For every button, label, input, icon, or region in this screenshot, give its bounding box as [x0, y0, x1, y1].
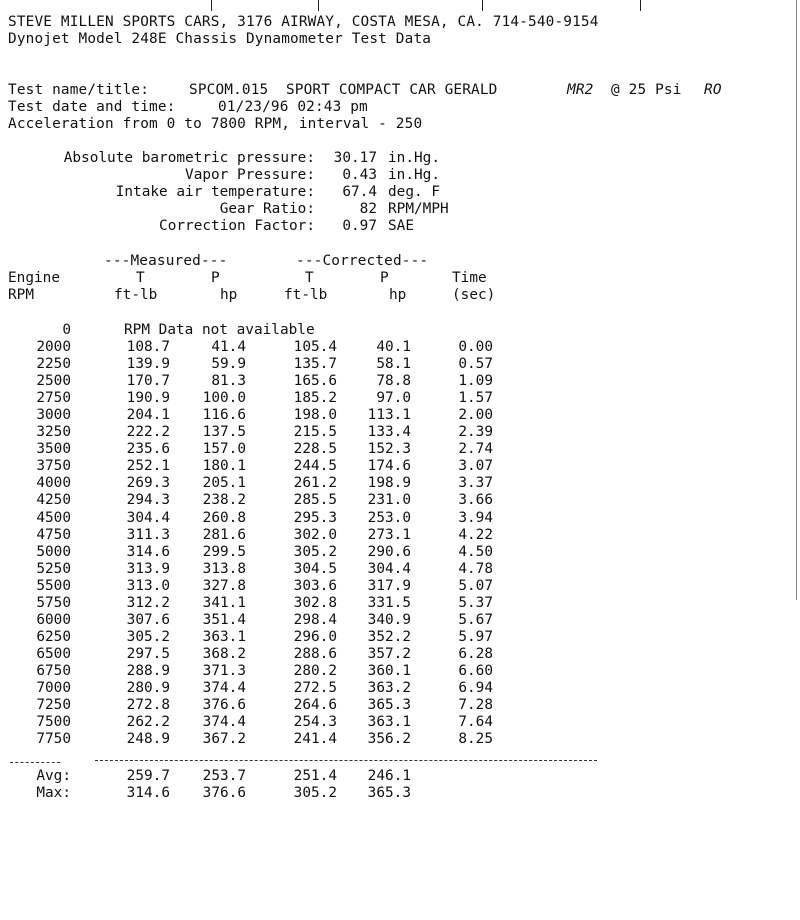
- corrected-torque-cell: 198.0: [293, 407, 337, 424]
- rpm-cell: 7500: [36, 714, 71, 731]
- corrected-power-cell: 365.3: [367, 785, 411, 801]
- measured-power-cell: 374.4: [202, 714, 246, 731]
- measured-power-cell: 367.2: [202, 731, 246, 748]
- corrected-power-cell: 317.9: [367, 577, 411, 594]
- condition-label: Vapor Pressure:: [185, 167, 315, 183]
- measured-torque-cell: 313.0: [126, 577, 170, 594]
- corrected-power-cell: 97.0: [376, 390, 411, 407]
- condition-label: Gear Ratio:: [219, 201, 315, 217]
- summary-row: [0, 768, 800, 785]
- table-row: [0, 356, 800, 373]
- table-row: [0, 407, 800, 424]
- corrected-torque-cell: 288.6: [293, 645, 337, 662]
- measured-power-cell: 376.6: [202, 785, 246, 801]
- condition-value: 0.97: [342, 218, 377, 234]
- condition-unit: in.Hg.: [388, 167, 440, 183]
- measured-power-cell: 157.0: [202, 441, 246, 458]
- measured-power-cell: 341.1: [202, 594, 246, 611]
- table-row: [0, 646, 800, 663]
- measured-power-cell: 299.5: [202, 543, 246, 560]
- table-row: [0, 714, 800, 731]
- corrected-power-cell: 357.2: [367, 645, 411, 662]
- time-cell: 7.28: [458, 697, 493, 714]
- time-cell: 5.67: [458, 611, 493, 628]
- rpm-cell: 4250: [36, 492, 71, 509]
- rpm-cell: 7250: [36, 697, 71, 714]
- corrected-power-cell: 198.9: [367, 475, 411, 492]
- measured-power-cell: 327.8: [202, 577, 246, 594]
- time-cell: 6.28: [458, 645, 493, 662]
- condition-unit: deg. F: [388, 184, 440, 200]
- condition-unit: in.Hg.: [388, 150, 440, 166]
- condition-unit: SAE: [388, 218, 414, 234]
- condition-value: 30.17: [333, 150, 377, 166]
- table-row: [0, 612, 800, 629]
- time-cell: 5.37: [458, 594, 493, 611]
- measured-torque-cell: 222.2: [126, 424, 170, 441]
- corrected-power-cell: 331.5: [367, 594, 411, 611]
- time-cell: 6.60: [458, 662, 493, 679]
- rpm-cell: 3750: [36, 458, 71, 475]
- corrected-torque-cell: 302.0: [293, 526, 337, 543]
- summary-row: [0, 785, 800, 802]
- table-header-row-2: [0, 287, 800, 304]
- rpm-cell: 2250: [36, 356, 71, 373]
- table-header-row-1: [0, 270, 800, 287]
- acceleration-line: Acceleration from 0 to 7800 RPM, interval - 250: [8, 116, 423, 132]
- measured-torque-cell: 312.2: [126, 594, 170, 611]
- table-row: [0, 424, 800, 441]
- condition-value: 67.4: [342, 184, 377, 200]
- measured-torque-cell: 139.9: [126, 356, 170, 373]
- condition-label: Correction Factor:: [159, 218, 315, 234]
- time-cell: 5.97: [458, 628, 493, 645]
- measured-power-cell: 81.3: [211, 373, 246, 390]
- corrected-power-cell: 360.1: [367, 662, 411, 679]
- measured-torque-cell: 294.3: [126, 492, 170, 509]
- shop-header-line: STEVE MILLEN SPORTS CARS, 3176 AIRWAY, COSTA MESA, CA. 714-540-9154: [8, 14, 599, 30]
- measured-power-cell: 59.9: [211, 356, 246, 373]
- time-cell: 4.50: [458, 543, 493, 560]
- corrected-group-label: ---Corrected---: [296, 253, 429, 269]
- measured-torque-cell: 305.2: [126, 628, 170, 645]
- table-row: [0, 544, 800, 561]
- corrected-torque-cell: 165.6: [293, 373, 337, 390]
- corrected-power-cell: 246.1: [367, 768, 411, 784]
- time-cell: 3.37: [458, 475, 493, 492]
- time-cell: 1.57: [458, 390, 493, 407]
- header-measured-power-unit: hp: [220, 287, 238, 303]
- corrected-torque-cell: 302.8: [293, 594, 337, 611]
- rpm-cell: 5000: [36, 543, 71, 560]
- measured-power-cell: 313.8: [202, 560, 246, 577]
- measured-torque-cell: 314.6: [126, 543, 170, 560]
- top-tick-mark: [211, 0, 212, 11]
- summary-divider-short: [10, 762, 60, 763]
- measured-group-label: ---Measured---: [104, 253, 228, 269]
- measured-power-cell: 205.1: [202, 475, 246, 492]
- time-cell: 0.57: [458, 356, 493, 373]
- rpm-cell: 3000: [36, 407, 71, 424]
- header-corrected-torque: T: [305, 270, 314, 286]
- measured-torque-cell: 259.7: [126, 768, 170, 784]
- table-row: [0, 527, 800, 544]
- test-name-value: SPCOM.015 SPORT COMPACT CAR GERALD: [189, 82, 498, 98]
- corrected-torque-cell: 135.7: [293, 356, 337, 373]
- corrected-power-cell: 174.6: [367, 458, 411, 475]
- measured-power-cell: 371.3: [202, 662, 246, 679]
- corrected-power-cell: 253.0: [367, 509, 411, 526]
- measured-torque-cell: 307.6: [126, 611, 170, 628]
- table-row: [0, 697, 800, 714]
- measured-torque-cell: 170.7: [126, 373, 170, 390]
- corrected-power-cell: 365.3: [367, 697, 411, 714]
- top-tick-mark: [318, 0, 319, 11]
- corrected-torque-cell: 185.2: [293, 390, 337, 407]
- top-tick-mark: [640, 0, 641, 11]
- corrected-torque-cell: 272.5: [293, 680, 337, 696]
- measured-power-cell: 238.2: [202, 492, 246, 509]
- corrected-power-cell: 352.2: [367, 628, 411, 645]
- corrected-torque-cell: 251.4: [293, 768, 337, 784]
- rpm-cell: 2750: [36, 390, 71, 407]
- condition-label: Absolute barometric pressure:: [63, 150, 315, 166]
- corrected-torque-cell: 303.6: [293, 577, 337, 594]
- time-cell: 6.94: [458, 680, 493, 696]
- rpm-unavailable-note: RPM Data not available: [124, 322, 315, 338]
- condition-row: [0, 201, 800, 218]
- corrected-power-cell: 340.9: [367, 611, 411, 628]
- corrected-torque-cell: 264.6: [293, 697, 337, 714]
- measured-torque-cell: 108.7: [126, 339, 170, 355]
- corrected-torque-cell: 228.5: [293, 441, 337, 458]
- time-cell: 2.74: [458, 441, 493, 458]
- measured-torque-cell: 313.9: [126, 560, 170, 577]
- rpm-cell: 6500: [36, 645, 71, 662]
- table-row: [0, 629, 800, 646]
- header-measured-torque-unit: ft-lb: [114, 287, 158, 303]
- table-row: [0, 390, 800, 407]
- time-cell: 5.07: [458, 577, 493, 594]
- time-cell: 7.64: [458, 714, 493, 731]
- table-row: [0, 578, 800, 595]
- header-corrected-power-unit: hp: [389, 287, 407, 303]
- header-time: Time: [452, 270, 487, 286]
- header-measured-torque: T: [136, 270, 145, 286]
- corrected-torque-cell: 215.5: [293, 424, 337, 441]
- time-cell: 0.00: [458, 339, 493, 355]
- corrected-torque-cell: 298.4: [293, 611, 337, 628]
- table-row: [0, 731, 800, 748]
- test-date-label: Test date and time:: [8, 99, 176, 115]
- rpm-cell: 5250: [36, 560, 71, 577]
- measured-torque-cell: 204.1: [126, 407, 170, 424]
- condition-value: 82: [359, 201, 377, 217]
- measured-power-cell: 116.6: [202, 407, 246, 424]
- corrected-torque-cell: 304.5: [293, 560, 337, 577]
- measured-torque-cell: 314.6: [126, 785, 170, 801]
- corrected-torque-cell: 261.2: [293, 475, 337, 492]
- measured-torque-cell: 280.9: [126, 680, 170, 696]
- condition-label: Intake air temperature:: [115, 184, 315, 200]
- table-row: [0, 339, 800, 356]
- test-name-suffix: RO: [704, 82, 722, 98]
- corrected-power-cell: 356.2: [367, 731, 411, 748]
- corrected-power-cell: 40.1: [376, 339, 411, 355]
- condition-row: [0, 167, 800, 184]
- measured-torque-cell: 248.9: [126, 731, 170, 748]
- rpm-cell: 6750: [36, 662, 71, 679]
- measured-power-cell: 351.4: [202, 611, 246, 628]
- measured-torque-cell: 235.6: [126, 441, 170, 458]
- rpm-cell: 6000: [36, 611, 71, 628]
- summary-table: [0, 768, 800, 804]
- corrected-torque-cell: 105.4: [293, 339, 337, 355]
- header-rpm: RPM: [8, 287, 34, 303]
- time-cell: 4.22: [458, 526, 493, 543]
- table-row: [0, 561, 800, 578]
- dyno-title-line: Dynojet Model 248E Chassis Dynamometer Test Data: [8, 31, 432, 47]
- corrected-power-cell: 231.0: [367, 492, 411, 509]
- rpm-cell: 2500: [36, 373, 71, 390]
- header-corrected-power: P: [380, 270, 389, 286]
- rpm-cell: 4750: [36, 526, 71, 543]
- corrected-power-cell: 58.1: [376, 356, 411, 373]
- corrected-torque-cell: 305.2: [293, 543, 337, 560]
- rpm-cell: 0: [62, 322, 71, 338]
- summary-label: Avg:: [36, 768, 71, 784]
- measured-power-cell: 100.0: [202, 390, 246, 407]
- test-date-line: [8, 99, 608, 116]
- time-cell: 1.09: [458, 373, 493, 390]
- measured-torque-cell: 297.5: [126, 645, 170, 662]
- corrected-power-cell: 363.2: [367, 680, 411, 696]
- corrected-power-cell: 290.6: [367, 543, 411, 560]
- table-row: [0, 663, 800, 680]
- time-cell: 3.66: [458, 492, 493, 509]
- table-row: [0, 373, 800, 390]
- summary-label: Max:: [36, 785, 71, 801]
- measured-torque-cell: 262.2: [126, 714, 170, 731]
- rpm-cell: 7750: [36, 731, 71, 748]
- condition-value: 0.43: [342, 167, 377, 183]
- dyno-data-table: [0, 339, 800, 751]
- test-date-value: 01/23/96 02:43 pm: [218, 99, 368, 115]
- condition-unit: RPM/MPH: [388, 201, 449, 217]
- measured-torque-cell: 311.3: [126, 526, 170, 543]
- rpm-cell: 2000: [36, 339, 71, 355]
- test-name-label: Test name/title:: [8, 82, 150, 98]
- measured-torque-cell: 272.8: [126, 697, 170, 714]
- measured-torque-cell: 269.3: [126, 475, 170, 492]
- corrected-torque-cell: 244.5: [293, 458, 337, 475]
- table-row: [0, 510, 800, 527]
- condition-row: [0, 184, 800, 201]
- measured-torque-cell: 288.9: [126, 662, 170, 679]
- measured-power-cell: 374.4: [202, 680, 246, 696]
- measured-power-cell: 281.6: [202, 526, 246, 543]
- corrected-torque-cell: 241.4: [293, 731, 337, 748]
- measured-power-cell: 253.7: [202, 768, 246, 784]
- corrected-torque-cell: 280.2: [293, 662, 337, 679]
- header-corrected-torque-unit: ft-lb: [284, 287, 328, 303]
- time-cell: 4.78: [458, 560, 493, 577]
- corrected-power-cell: 133.4: [367, 424, 411, 441]
- time-cell: 2.00: [458, 407, 493, 424]
- corrected-torque-cell: 305.2: [293, 785, 337, 801]
- corrected-power-cell: 363.1: [367, 714, 411, 731]
- test-name-boost: @ 25 Psi: [611, 82, 682, 98]
- table-row-zero: [0, 322, 800, 339]
- corrected-torque-cell: 285.5: [293, 492, 337, 509]
- corrected-power-cell: 273.1: [367, 526, 411, 543]
- rpm-cell: 4000: [36, 475, 71, 492]
- time-cell: 3.94: [458, 509, 493, 526]
- time-cell: 8.25: [458, 731, 493, 748]
- measured-torque-cell: 252.1: [126, 458, 170, 475]
- measured-power-cell: 376.6: [202, 697, 246, 714]
- table-row: [0, 680, 800, 697]
- table-row: [0, 441, 800, 458]
- corrected-power-cell: 304.4: [367, 560, 411, 577]
- table-row: [0, 595, 800, 612]
- header-measured-power: P: [211, 270, 220, 286]
- summary-divider: [95, 760, 597, 761]
- corrected-power-cell: 78.8: [376, 373, 411, 390]
- top-tick-mark: [482, 0, 483, 11]
- corrected-power-cell: 113.1: [367, 407, 411, 424]
- time-cell: 3.07: [458, 458, 493, 475]
- header-time-unit: (sec): [452, 287, 496, 303]
- measured-power-cell: 137.5: [202, 424, 246, 441]
- rpm-cell: 4500: [36, 509, 71, 526]
- measured-power-cell: 363.1: [202, 628, 246, 645]
- condition-row: [0, 150, 800, 167]
- time-cell: 2.39: [458, 424, 493, 441]
- table-row: [0, 492, 800, 509]
- table-row: [0, 475, 800, 492]
- measured-power-cell: 260.8: [202, 509, 246, 526]
- rpm-cell: 6250: [36, 628, 71, 645]
- test-name-line: [8, 82, 798, 99]
- measured-power-cell: 180.1: [202, 458, 246, 475]
- condition-row: [0, 218, 800, 235]
- corrected-torque-cell: 295.3: [293, 509, 337, 526]
- rpm-cell: 5500: [36, 577, 71, 594]
- header-engine: Engine: [8, 270, 60, 286]
- corrected-torque-cell: 254.3: [293, 714, 337, 731]
- test-conditions: [0, 150, 800, 240]
- measured-power-cell: 368.2: [202, 645, 246, 662]
- measured-torque-cell: 190.9: [126, 390, 170, 407]
- rpm-cell: 3500: [36, 441, 71, 458]
- measured-torque-cell: 304.4: [126, 509, 170, 526]
- table-row: [0, 458, 800, 475]
- rpm-cell: 3250: [36, 424, 71, 441]
- rpm-cell: 5750: [36, 594, 71, 611]
- corrected-torque-cell: 296.0: [293, 628, 337, 645]
- corrected-power-cell: 152.3: [367, 441, 411, 458]
- measured-power-cell: 41.4: [211, 339, 246, 355]
- rpm-cell: 7000: [36, 680, 71, 696]
- test-name-model: MR2: [567, 82, 594, 98]
